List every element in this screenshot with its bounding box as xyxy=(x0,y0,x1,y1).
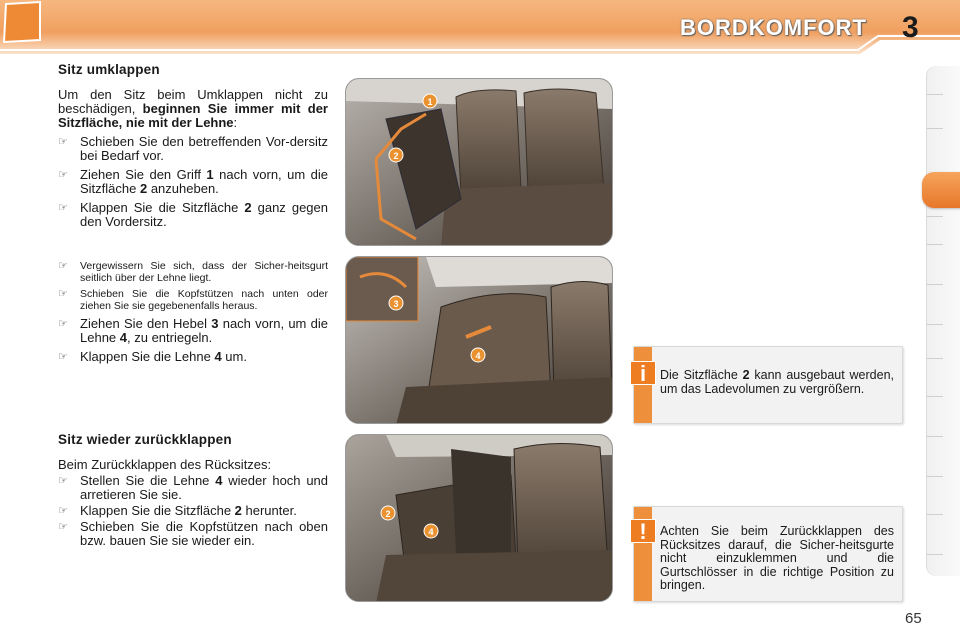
fold-instructions-part-2 xyxy=(58,256,328,364)
fold-intro: Um den Sitz beim Umklappen nicht zu beschädigen, beginnen Sie immer mit der Sitzfläche, nie mit der Lehne: xyxy=(58,87,328,130)
info-note-box xyxy=(633,346,903,424)
hand-pointer-icon: ☞ xyxy=(58,351,68,363)
hand-pointer-icon: ☞ xyxy=(58,475,68,487)
return-step: ☞ Stellen Sie die Lehne 4 wieder hoch und arretieren Sie sie. xyxy=(58,473,329,502)
photo-callout-label: 4 xyxy=(475,351,481,361)
photo-callout-label: 3 xyxy=(393,299,399,309)
photo-callout-label: 2 xyxy=(385,509,391,519)
photo-callout-label: 2 xyxy=(393,151,399,161)
hand-pointer-icon: ☞ xyxy=(58,260,68,272)
warning-note-box xyxy=(633,506,903,602)
photo-callout-label: 1 xyxy=(427,97,433,107)
chapter-badge-icon xyxy=(0,0,44,44)
chapter-title: BORDKOMFORT xyxy=(680,15,867,40)
section-title-return: Sitz wieder zurückklappen xyxy=(58,432,232,447)
fold-note: ☞ Schieben Sie die Kopfstützen nach unten oder ziehen Sie sie gegebenenfalls heraus. xyxy=(58,288,328,312)
info-note-text: Die Sitzfläche 2 kann ausgebaut werden, um das Ladevolumen zu vergrößern. xyxy=(660,368,894,396)
page-header xyxy=(0,0,960,58)
fold-step: ☞ Ziehen Sie den Griff 1 nach vorn, um die Sitzfläche 2 anzuheben. xyxy=(58,167,328,196)
photo-callout-label: 4 xyxy=(428,527,434,537)
hand-pointer-icon: ☞ xyxy=(58,136,68,148)
hand-pointer-icon: ☞ xyxy=(58,169,68,181)
return-instructions xyxy=(58,458,328,548)
return-intro: Beim Zurückklappen des Rücksitzes: xyxy=(58,457,272,472)
fold-step: ☞ Klappen Sie die Lehne 4 um. xyxy=(58,349,247,364)
chapter-tab-rail xyxy=(926,66,960,576)
photo-seat-folded xyxy=(345,434,613,602)
photo-seat-cushion-raised xyxy=(345,78,613,246)
section-title-fold: Sitz umklappen xyxy=(58,62,160,77)
hand-pointer-icon: ☞ xyxy=(58,521,68,533)
fold-step: ☞ Ziehen Sie den Hebel 3 nach vorn, um die Lehne 4, zu entriegeln. xyxy=(58,316,328,345)
fold-step: ☞ Schieben Sie den betreffenden Vor-dersitz bei Bedarf vor. xyxy=(58,134,328,163)
fold-step: ☞ Klappen Sie die Sitzfläche 2 ganz gegen den Vordersitz. xyxy=(58,200,328,229)
warning-note-text: Achten Sie beim Zurückklappen des Rücksitzes darauf, die Sicher-heitsgurte nicht einzuklemmen und die Gurtschlösser in die richtige Position zu bringen. xyxy=(660,524,894,592)
fold-note: ☞ Vergewissern Sie sich, dass der Sicher-heitsgurt seitlich über der Lehne liegt. xyxy=(58,260,328,284)
info-icon: i xyxy=(630,361,656,385)
hand-pointer-icon: ☞ xyxy=(58,288,68,300)
active-chapter-tab[interactable] xyxy=(922,172,960,208)
fold-instructions xyxy=(58,88,328,229)
hand-pointer-icon: ☞ xyxy=(58,202,68,214)
warning-icon: ! xyxy=(630,519,656,543)
page-number: 65 xyxy=(905,610,922,627)
chapter-number: 3 xyxy=(902,11,919,44)
photo-backrest-release xyxy=(345,256,613,424)
hand-pointer-icon: ☞ xyxy=(58,318,68,330)
hand-pointer-icon: ☞ xyxy=(58,505,68,517)
return-step: ☞ Schieben Sie die Kopfstützen nach oben bzw. bauen Sie sie wieder ein. xyxy=(58,519,328,548)
return-step: ☞ Klappen Sie die Sitzfläche 2 herunter. xyxy=(58,503,297,518)
